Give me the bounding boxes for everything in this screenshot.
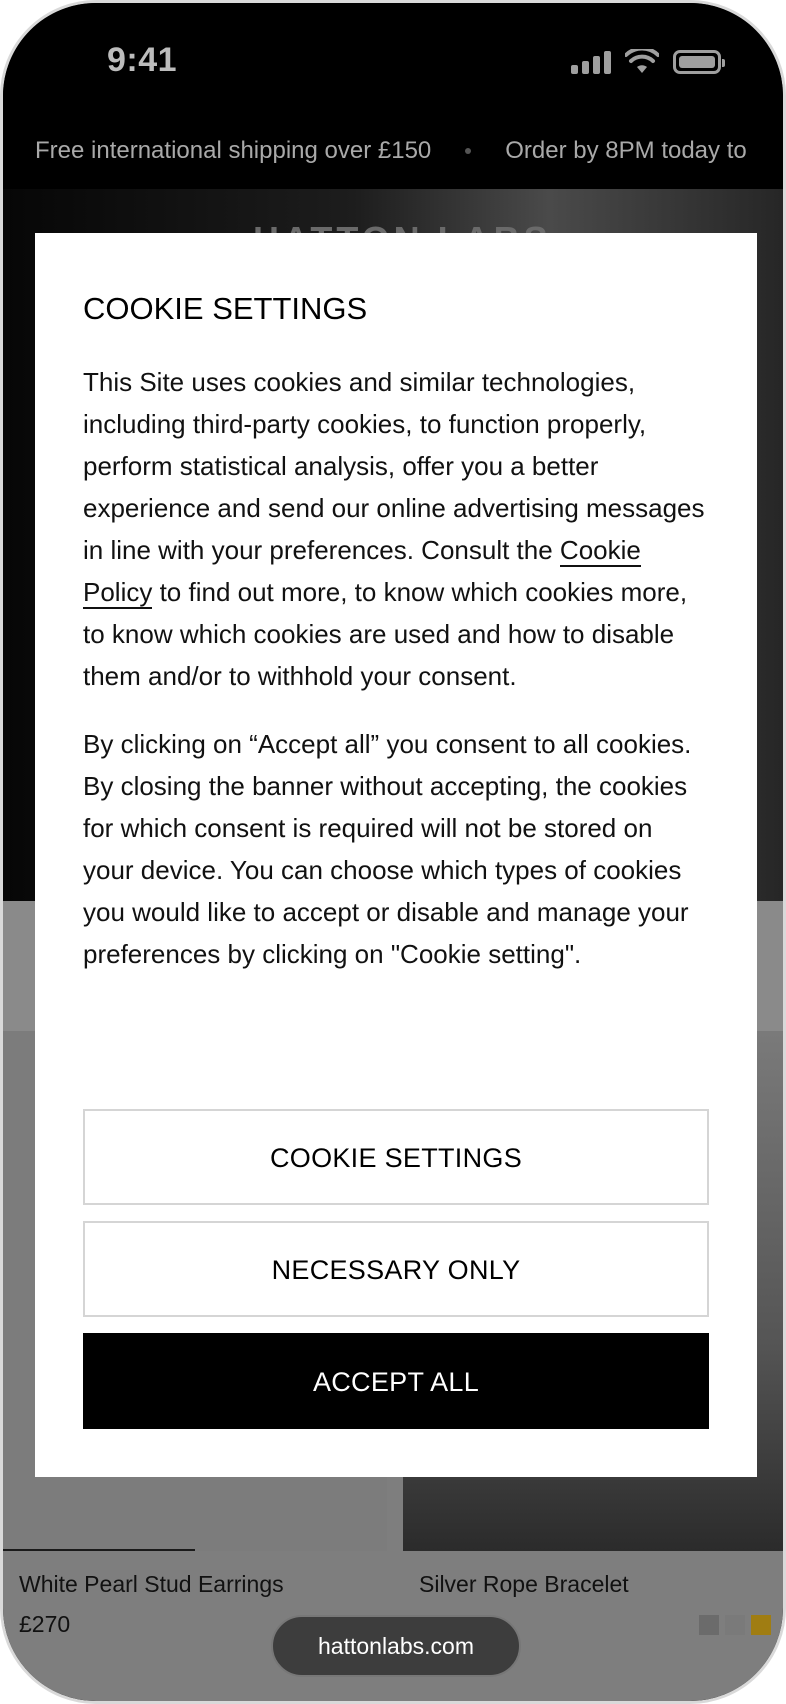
carousel-progress [3,1549,195,1551]
separator-dot-icon [465,148,471,154]
cellular-signal-icon [571,50,611,74]
swatch[interactable] [725,1615,745,1635]
color-swatches [699,1615,771,1635]
announcement-bar [3,123,783,189]
consent-paragraph-1 [83,361,709,697]
necessary-only-button[interactable]: NECESSARY ONLY [83,1221,709,1317]
swatch[interactable] [699,1615,719,1635]
status-icons [571,49,721,75]
cookie-policy-link[interactable]: Cookie Policy [83,535,641,607]
browser-url-bar[interactable]: hattonlabs.com [271,1615,521,1677]
battery-icon [673,50,721,74]
swatch[interactable] [751,1615,771,1635]
paragraph-text: This Site uses cookies and similar technologies, including third-party cookies, to function properly, perform statistical analysis, offer you a better experience and send our online advertising messages in line with your preferences. Consult the [83,367,705,565]
product-name[interactable]: White Pearl Stud Earrings [19,1571,284,1597]
cookie-settings-button[interactable]: COOKIE SETTINGS [83,1109,709,1205]
status-bar [3,3,783,123]
product-price: £270 [19,1611,71,1637]
product-name[interactable]: Silver Rope Bracelet [419,1571,629,1597]
announcement-item: Order by 8PM today to [505,137,747,164]
wifi-icon [625,49,659,75]
paragraph-text: to find out more, to know which cookies more, to know which cookies are used and how to disable them and/or to withhold your consent. [83,577,688,691]
announcement-track [35,137,747,165]
announcement-item: Free international shipping over £150 [35,137,432,164]
consent-paragraph-2: By clicking on “Accept all” you consent to all cookies. By closing the banner without accepting, the cookies for which consent is required will not be stored on your device. You can choose which types of cookies you would like to accept or disable and manage your preferences by clicking on "Cookie setting". [83,729,692,969]
cookie-consent-modal [35,233,757,1477]
status-time: 9:41 [107,41,178,79]
accept-all-button[interactable]: ACCEPT ALL [83,1333,709,1429]
modal-title: COOKIE SETTINGS [83,291,368,326]
